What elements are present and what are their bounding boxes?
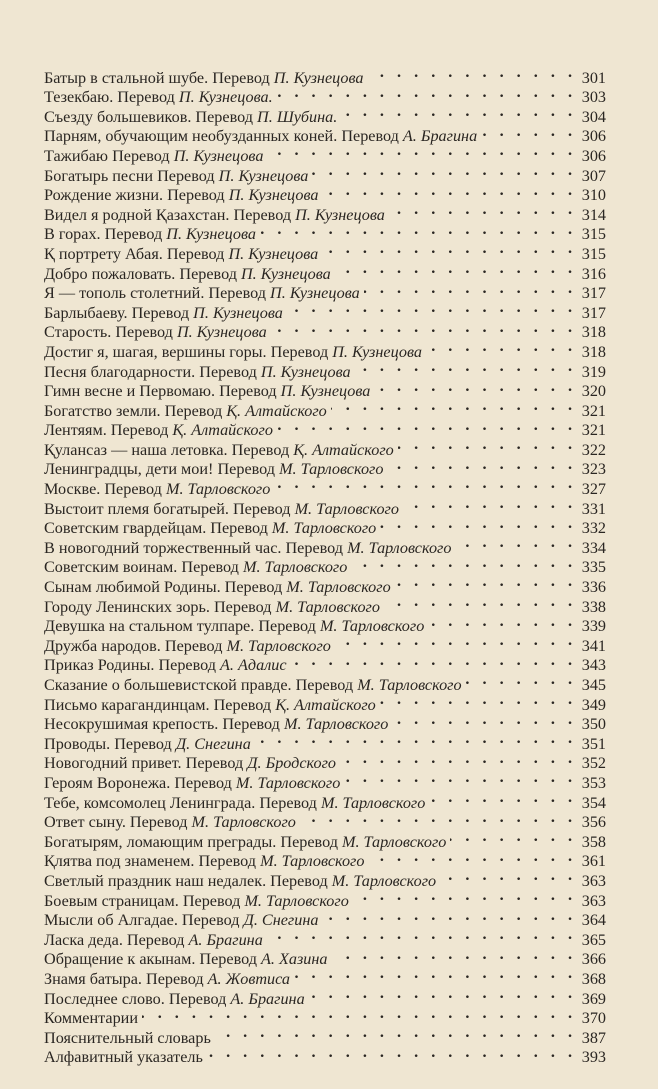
entry-page-number: 354 — [581, 793, 606, 812]
entry-translator: П. Кузнецова — [173, 146, 264, 165]
entry-title-text: Тебе, комсомолец Ленинграда. Перевод — [44, 793, 321, 812]
entry-page-number: 327 — [581, 480, 606, 499]
entry-title — [44, 852, 364, 872]
entry-page-number: 332 — [581, 519, 606, 538]
dot-leader — [440, 866, 572, 886]
entry-title — [44, 1009, 138, 1029]
entry-title — [44, 441, 394, 461]
entry-title — [44, 480, 270, 500]
entry-title-text: Ответ сыну. Перевод — [44, 813, 192, 832]
entry-translator: М. Тарловского — [260, 852, 365, 871]
entry-translator: М. Тарловского — [341, 832, 447, 851]
entry-title — [44, 637, 331, 657]
entry-title-text: Советским гвардейцам. Перевод — [44, 519, 272, 538]
dot-leader — [277, 416, 572, 436]
entry-title-text: Рождение жизни. Перевод — [44, 186, 229, 205]
entry-title-text: Видел я родной Қазахстан. Перевод — [44, 205, 296, 224]
entry-page-number: 352 — [581, 754, 606, 773]
dot-leader — [403, 494, 572, 514]
entry-page-number: 358 — [581, 832, 606, 851]
dot-leader — [380, 514, 572, 534]
table-of-contents — [44, 63, 606, 1067]
entry-translator: А. Брагина — [402, 127, 478, 146]
entry-page-number: 345 — [581, 676, 606, 694]
entry-title — [44, 363, 351, 383]
dot-leader — [355, 357, 572, 377]
entry-page-number: 343 — [581, 656, 606, 675]
dot-leader — [215, 1023, 572, 1043]
entry-page-number: 366 — [581, 950, 606, 969]
entry-title-text: Пояснительный словарь — [44, 1028, 211, 1047]
entry-title-text: Выстоит племя богатырей. Перевод — [44, 499, 295, 518]
entry-title-text: Қлятва под знаменем. Перевод — [44, 852, 261, 871]
entry-translator: М. Тарловского — [286, 578, 391, 597]
entry-title — [44, 519, 376, 539]
entry-translator: М. Тарловского — [275, 597, 380, 616]
entry-translator: П. Кузнецова — [260, 362, 351, 381]
dot-leader — [368, 63, 572, 83]
entry-title-text: Несокрушимая крепость. Перевод — [44, 715, 284, 734]
entry-page-number: 319 — [581, 362, 606, 381]
entry-translator: П. Кузнецова — [280, 382, 371, 401]
dot-leader — [340, 749, 572, 769]
dot-leader — [344, 768, 572, 788]
entry-translator: П. Кузнецова — [273, 68, 364, 87]
entry-title-text: Я — тополь столетний. Перевод — [44, 284, 271, 303]
entry-title — [44, 245, 318, 265]
entry-translator: П. Кузнецова — [228, 186, 319, 205]
dot-leader — [428, 612, 572, 632]
entry-page-number: 317 — [581, 303, 606, 322]
entry-translator: П. Шубина. — [257, 107, 338, 126]
entry-title-text: Қ портрету Абая. Перевод — [44, 244, 229, 263]
entry-page-number: 387 — [581, 1028, 606, 1047]
dot-leader — [271, 318, 572, 338]
entry-translator: М. Тарловского — [165, 480, 271, 499]
entry-translator: П. Кузнецова — [240, 264, 331, 283]
dot-leader — [331, 396, 572, 416]
entry-translator: М. Тарловского — [191, 813, 296, 832]
entry-translator: М. Тарловского — [244, 891, 349, 910]
entry-title — [44, 656, 287, 676]
entry-title-text: Гимн весне и Первомаю. Перевод — [44, 382, 281, 401]
entry-title-text: Мысли об Алгадае. Перевод — [44, 911, 244, 930]
entry-title — [44, 1048, 203, 1068]
entry-translator: М. Тарловского — [242, 558, 348, 577]
entry-title — [44, 304, 283, 324]
dot-leader — [335, 631, 572, 651]
entry-page-number: 316 — [581, 264, 606, 283]
entry-title-text: Богатырь песни Перевод — [44, 166, 219, 185]
entry-page-number: 331 — [581, 499, 606, 518]
entry-translator: М. Тарловского — [319, 617, 425, 636]
entry-title — [44, 323, 267, 343]
dot-leader — [207, 1043, 572, 1063]
entry-title-text: Знамя батыра. Перевод — [44, 969, 208, 988]
entry-title-text: Богатырям, ломающим преграды. Перевод — [44, 832, 342, 851]
entry-translator: П. Кузнецова — [270, 284, 360, 303]
entry-title-text: Героям Воронежа. Перевод — [44, 773, 236, 792]
dot-leader — [300, 808, 572, 828]
entry-page-number: 320 — [581, 382, 606, 401]
entry-title-text: Москве. Перевод — [44, 480, 166, 499]
entry-translator: А. Жовтиса — [207, 969, 290, 988]
dot-leader — [309, 984, 572, 1004]
entry-title — [44, 167, 308, 187]
entry-title-text: Қулансаз — наша летовка. Перевод — [44, 440, 294, 459]
entry-translator: А. Брагина — [230, 989, 305, 1008]
entry-title — [44, 88, 273, 108]
entry-page-number: 323 — [581, 460, 606, 479]
entry-page-number: 322 — [581, 440, 606, 459]
entry-translator: М. Тарловского — [357, 676, 462, 694]
dot-leader — [255, 729, 572, 749]
entry-page-number: 321 — [581, 401, 606, 420]
dot-leader — [429, 788, 572, 808]
entry-title — [44, 1029, 211, 1049]
entry-translator: П. Кузнецова — [295, 205, 385, 224]
entry-translator: М. Тарловского — [283, 715, 389, 734]
entry-title — [44, 225, 256, 245]
dot-leader — [364, 279, 572, 299]
entry-page-number: 303 — [581, 88, 606, 107]
entry-translator: Д. Снегина — [175, 734, 251, 753]
entry-title-text: Дружба народов. Перевод — [44, 636, 227, 655]
entry-translator: Д. Бродского — [247, 754, 336, 773]
entry-page-number: 393 — [581, 1048, 606, 1067]
dot-leader — [341, 102, 572, 122]
entry-title-text: Новогодний привет. Перевод — [44, 754, 248, 773]
entry-title-text: Съезду большевиков. Перевод — [44, 107, 258, 126]
entry-title — [44, 970, 290, 990]
entry-page-number: 315 — [581, 225, 606, 244]
entry-title — [44, 500, 399, 520]
entry-page-number: 350 — [581, 715, 606, 734]
entry-page-number: 363 — [581, 891, 606, 910]
dot-leader — [351, 553, 572, 573]
entry-title — [44, 813, 296, 833]
entry-translator: Қ. Алтайского — [275, 695, 376, 714]
entry-translator: М. Тарловского — [271, 519, 377, 538]
entry-title — [44, 754, 336, 774]
entry-page-number: 339 — [581, 617, 606, 636]
entry-page-number: 314 — [581, 205, 606, 224]
entry-title-text: Комментарии — [44, 1009, 138, 1028]
dot-leader — [335, 259, 572, 279]
entry-title-text: Алфавитный указатель — [44, 1048, 203, 1067]
entry-title — [44, 735, 251, 755]
entry-translator: М. Тарловского — [320, 793, 426, 812]
entry-title-text: В горах. Перевод — [44, 225, 167, 244]
entry-translator: Қ. Алтайского — [226, 401, 327, 420]
entry-page-number: 365 — [581, 930, 606, 949]
entry-title-text: Сынам любимой Родины. Перевод — [44, 578, 287, 597]
toc-entry — [44, 63, 606, 87]
dot-leader — [384, 592, 572, 612]
entry-page-number: 306 — [581, 146, 606, 165]
dot-leader — [322, 906, 572, 926]
entry-title-text: Последнее слово. Перевод — [44, 989, 231, 1008]
entry-page-number: 304 — [581, 107, 606, 126]
dot-leader — [455, 533, 572, 553]
entry-title-text: Тезекбаю. Перевод — [44, 88, 179, 107]
entry-page-number: 364 — [581, 911, 606, 930]
entry-page-number: 351 — [581, 734, 606, 753]
entry-title — [44, 382, 370, 402]
entry-title-text: Песня благодарности. Перевод — [44, 362, 261, 381]
dot-leader — [287, 298, 572, 318]
entry-page-number: 335 — [581, 558, 606, 577]
entry-title — [44, 598, 380, 618]
entry-page-number: 368 — [581, 969, 606, 988]
entry-title-text: Боевым страницам. Перевод — [44, 891, 245, 910]
entry-translator: М. Тарловского — [279, 460, 384, 479]
dot-leader — [387, 455, 572, 475]
entry-title — [44, 950, 328, 970]
entry-title-text: Добро пожаловать. Перевод — [44, 264, 241, 283]
entry-title — [44, 186, 318, 206]
dot-leader — [274, 474, 572, 494]
entry-translator: П. Кузнецова — [332, 342, 422, 361]
entry-title-text: Лентяям. Перевод — [44, 421, 173, 440]
entry-translator: М. Тарловского — [235, 773, 341, 792]
dot-leader — [322, 239, 572, 259]
entry-page-number: 349 — [581, 695, 606, 714]
entry-translator: П. Кузнецова — [228, 244, 319, 263]
entry-title-text: Советским воинам. Перевод — [44, 558, 243, 577]
entry-page-number: 369 — [581, 989, 606, 1008]
entry-translator: П. Кузнецова. — [178, 88, 273, 107]
entry-page-number: 356 — [581, 813, 606, 832]
entry-title-text: Богатство земли. Перевод — [44, 401, 227, 420]
entry-page-number: 334 — [581, 538, 606, 557]
dot-leader — [426, 337, 572, 357]
entry-page-number: 341 — [581, 636, 606, 655]
dot-leader — [374, 377, 572, 397]
entry-translator: А. Хазина — [261, 950, 328, 969]
dot-leader — [398, 435, 572, 455]
entry-page-number: 363 — [581, 871, 606, 890]
entry-title-text: Девушка на стальном тулпаре. Перевод — [44, 617, 320, 636]
entry-title-text: Городу Ленинских зорь. Перевод — [44, 597, 276, 616]
entry-title-text: Приказ Родины. Перевод — [44, 656, 221, 675]
entry-translator: П. Кузнецова — [176, 323, 267, 342]
entry-title-text: Проводы. Перевод — [44, 734, 176, 753]
entry-translator: А. Брагина — [188, 930, 263, 949]
entry-page-number: 353 — [581, 773, 606, 792]
entry-page-number: 370 — [581, 1009, 606, 1028]
entry-title — [44, 108, 337, 128]
dot-leader — [368, 847, 572, 867]
entry-page-number: 321 — [581, 421, 606, 440]
entry-title — [44, 696, 376, 716]
dot-leader — [392, 710, 572, 730]
entry-title-text: Сказание о большевистской правде. Перевод — [44, 676, 358, 694]
dot-leader — [380, 690, 572, 710]
dot-leader — [395, 572, 572, 592]
dot-leader — [481, 122, 572, 142]
entry-title — [44, 558, 347, 578]
entry-page-number: 361 — [581, 852, 606, 871]
dot-leader — [294, 964, 572, 984]
entry-translator: П. Кузнецова — [218, 166, 309, 185]
entry-title — [44, 931, 263, 951]
entry-title-text: Тажибаю Перевод — [44, 146, 174, 165]
entry-title — [44, 892, 349, 912]
entry-title-text: Достиг я, шагая, вершины горы. Перевод — [44, 342, 333, 361]
entry-title — [44, 265, 331, 285]
entry-translator: М. Тарловского — [347, 538, 452, 557]
dot-leader — [267, 925, 572, 945]
entry-translator: Д. Снегина — [243, 911, 319, 930]
entry-translator: А. Адалис — [220, 656, 287, 675]
dot-leader — [466, 670, 572, 690]
entry-title-text: Письмо карагандинцам. Перевод — [44, 695, 276, 714]
dot-leader — [260, 220, 572, 240]
dot-leader — [332, 945, 572, 965]
entry-page-number: 307 — [581, 166, 606, 185]
entry-translator: М. Тарловского — [331, 871, 437, 890]
entry-page-number: 301 — [581, 68, 606, 87]
dot-leader — [291, 651, 572, 671]
entry-page-number: 310 — [581, 186, 606, 205]
entry-title-text: Парням, обучающим необузданных коней. Перевод — [44, 127, 403, 146]
entry-page-number: 317 — [581, 284, 606, 303]
entry-title — [44, 421, 273, 441]
dot-leader — [322, 181, 572, 201]
entry-title-text: Барлыбаеву. Перевод — [44, 303, 194, 322]
entry-title — [44, 578, 391, 598]
entry-title-text: Светлый праздник наш недалек. Перевод — [44, 871, 332, 890]
dot-leader — [389, 200, 572, 220]
entry-page-number: 318 — [581, 323, 606, 342]
dot-leader — [267, 141, 572, 161]
entry-title — [44, 774, 340, 794]
entry-page-number: 315 — [581, 244, 606, 263]
dot-leader — [277, 83, 572, 103]
entry-page-number: 306 — [581, 127, 606, 146]
entry-translator: М. Тарловского — [294, 499, 399, 518]
entry-translator: П. Кузнецова — [193, 303, 283, 322]
entry-page-number: 336 — [581, 578, 606, 597]
entry-title-text: Ласка деда. Перевод — [44, 930, 189, 949]
entry-translator: М. Тарловского — [226, 636, 331, 655]
entry-page-number: 318 — [581, 342, 606, 361]
entry-translator: Қ. Алтайского — [172, 421, 273, 440]
dot-leader — [450, 827, 572, 847]
entry-title-text: В новогодний торжественный час. Перевод — [44, 538, 348, 557]
entry-title-text: Ленинградцы, дети мои! Перевод — [44, 460, 280, 479]
entry-title-text: Обращение к акынам. Перевод — [44, 950, 262, 969]
entry-title — [44, 147, 263, 167]
entry-title-text: Батыр в стальной шубе. Перевод — [44, 68, 274, 87]
dot-leader — [353, 886, 572, 906]
entry-translator: Қ. Алтайского — [293, 440, 394, 459]
entry-translator: П. Кузнецова — [166, 225, 256, 244]
entry-title-text: Старость. Перевод — [44, 323, 177, 342]
entry-page-number: 338 — [581, 597, 606, 616]
dot-leader — [312, 161, 572, 181]
dot-leader — [142, 1004, 572, 1024]
